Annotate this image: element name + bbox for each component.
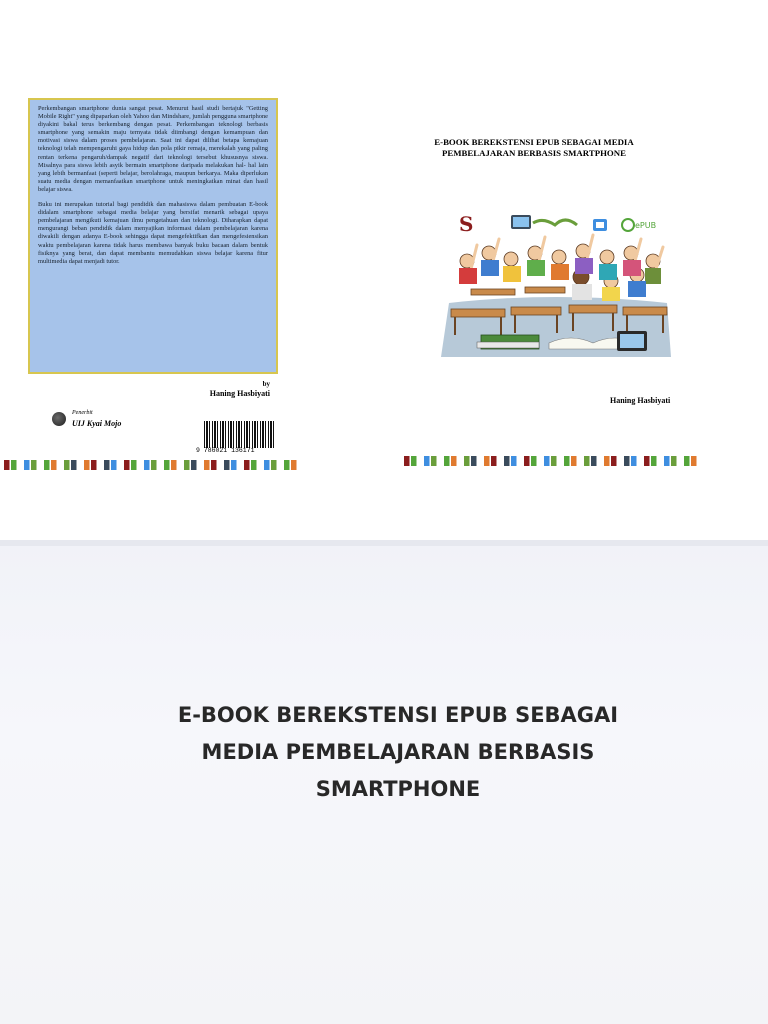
back-cover-author: Haning Hasbiyati (209, 389, 270, 398)
strip-decoration-icon (284, 460, 302, 470)
scanned-page-title (0, 697, 768, 808)
publisher-label: Penerbit (72, 410, 93, 416)
front-title-line: E-BOOK BEREKSTENSI EPUB SEBAGAI MEDIA (434, 137, 634, 147)
strip-decoration-icon (204, 460, 222, 470)
blurb-paragraph: Perkembangan smartphone dunia sangat pesat. Menurut hasil studi bertajuk "Getting Mobile Right" yang dipaparkan oleh Yahoo dan Mindshare, jumlah pengguna smartphone diyakini bakal terus berkembang dengan pesat. Perkembangan teknologi berbasis smartphone yang semakin maju ternyata tidak diimbangi dengan kemampuan dan motivasi siswa dalam proses pembelajaran. Saat ini dapat dilihat betapa kemajuan teknologi telah mempengaruhi gaya hidup dan pola pikir remaja, merekalah yang paling rentan terkena pengaruh/dampak negatif dari teknologi tersebut khususnya siswa. Misalnya para siswa lebih asyik bermain smartphone daripada melakukan hal- hal lain yang lebih bermanfaat (seperti belajar, berolahraga, maupun berkarya. Maka diperlukan suatu media dengan memanfaatkan smartphone untuk meningkatkan minat dan hasil belajar siswa. (38, 105, 268, 193)
barcode-bars (204, 421, 276, 448)
strip-decoration-icon (544, 456, 562, 466)
front-cover-icon-strip (404, 452, 702, 470)
scan-title-line: SMARTPHONE (315, 777, 481, 801)
strip-decoration-icon (124, 460, 142, 470)
strip-decoration-icon (664, 456, 682, 466)
barcode-digits: 9 786021 136171 (196, 447, 255, 454)
publisher-logo (52, 412, 66, 426)
strip-decoration-icon (404, 456, 422, 466)
strip-decoration-icon (444, 456, 462, 466)
strip-decoration-icon (624, 456, 642, 466)
strip-decoration-icon (184, 460, 202, 470)
front-title-line: PEMBELAJARAN BERBASIS SMARTPHONE (442, 148, 626, 158)
back-cover-byline (210, 380, 270, 398)
back-cover-blurb (28, 98, 278, 374)
front-cover-title (398, 137, 670, 159)
strip-decoration-icon (684, 456, 702, 466)
laptop-icon (511, 215, 531, 229)
publisher-mark (52, 410, 132, 432)
classroom-illustration (441, 211, 671, 357)
strip-decoration-icon (224, 460, 242, 470)
scan-title-line: E-BOOK BEREKSTENSI EPUB SEBAGAI (177, 703, 619, 727)
strip-decoration-icon (524, 456, 542, 466)
strip-decoration-icon (584, 456, 602, 466)
strip-decoration-icon (4, 460, 22, 470)
back-cover-icon-strip (4, 456, 302, 474)
scan-top-edge (0, 540, 768, 546)
strip-decoration-icon (44, 460, 62, 470)
scan-title-line: MEDIA PEMBELAJARAN BERBASIS (201, 740, 595, 764)
strip-decoration-icon (264, 460, 282, 470)
strip-decoration-icon (164, 460, 182, 470)
strip-decoration-icon (424, 456, 442, 466)
strip-decoration-icon (64, 460, 82, 470)
scanned-title-page (0, 540, 768, 1024)
front-cover-author: Haning Hasbiyati (610, 396, 671, 405)
strip-decoration-icon (504, 456, 522, 466)
by-label: by (262, 380, 270, 388)
strip-decoration-icon (564, 456, 582, 466)
svg-text:S: S (459, 212, 474, 236)
strip-decoration-icon (464, 456, 482, 466)
strip-decoration-icon (24, 460, 42, 470)
strip-decoration-icon (104, 460, 122, 470)
strip-decoration-icon (84, 460, 102, 470)
strip-decoration-icon (644, 456, 662, 466)
front-cover (398, 98, 698, 474)
back-cover (28, 98, 278, 474)
strip-decoration-icon (604, 456, 622, 466)
strip-decoration-icon (244, 460, 262, 470)
publisher-name: UIJ Kyai Mojo (72, 419, 122, 428)
svg-text:ePUB: ePUB (635, 221, 657, 230)
strip-decoration-icon (484, 456, 502, 466)
strip-decoration-icon (144, 460, 162, 470)
blurb-paragraph: Buku ini merupakan tutorial bagi pendidik dan mahasiswa dalam pembuatan E-book didalam smartphone sebagai media belajar yang bersifat menarik sebagai upaya pembelajaran mengikuti kemajuan ilmu pengetahuan dan teknologi. Diharapkan dapat mengurangi beban pendidik dalam menyajikan informasi dalam pembelajaran karena diwakili dengan adanya E-book sehingga dapat mengefektifkan dan mengefesiensikan waktu pembelajaran karena tidak harus membawa banyak buku bacaan dalam bentuk fisiknya yang berat, dan dapat membantu memudahkan siswa belajar karena fitur multimedia dapat menjadi tutor. (38, 201, 268, 265)
